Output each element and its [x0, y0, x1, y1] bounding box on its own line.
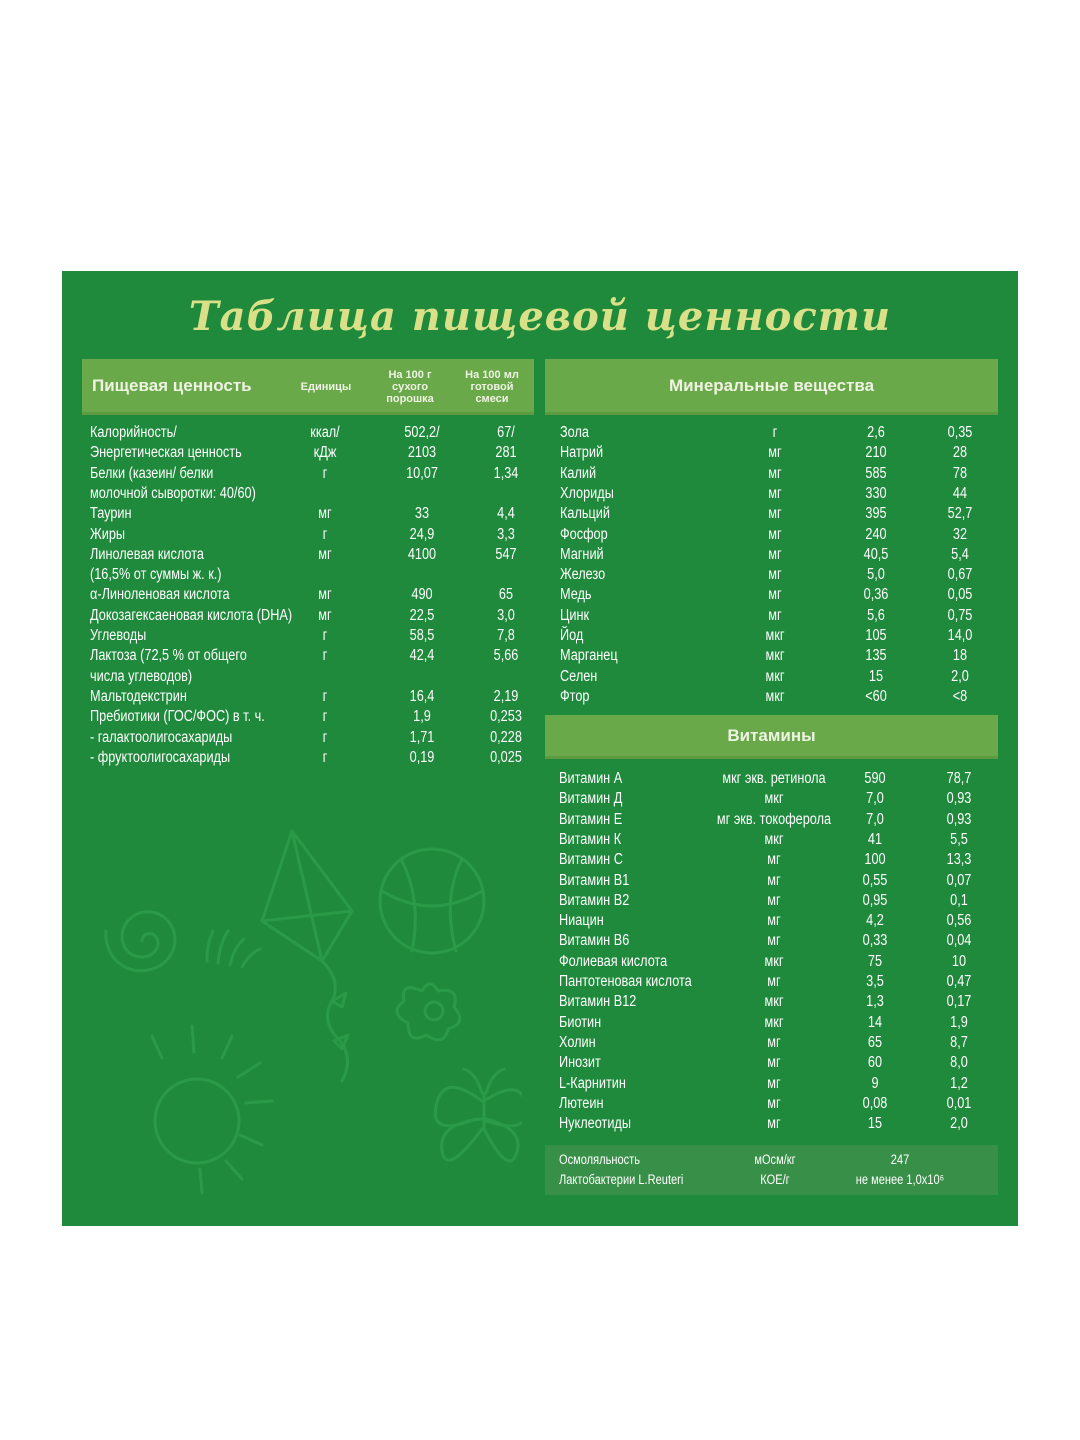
cell-col-3: 44: [952, 484, 968, 502]
cell-col-2: 395: [865, 505, 887, 523]
cell-col-3: 5,4: [951, 545, 969, 563]
cell-col-3: 8,7: [950, 1033, 968, 1051]
cell-col-0: Витамин В6: [559, 932, 630, 950]
cell-col-3: 0,253: [490, 708, 522, 726]
cell-col-1: мг: [767, 1094, 781, 1112]
cell-col-0: Зола: [560, 424, 589, 441]
cell-col-3: 547: [495, 545, 517, 563]
cell-col-3: 0,93: [946, 790, 972, 808]
cell-col-1: ккал/: [310, 424, 340, 441]
cell-col-1: г: [322, 708, 328, 726]
cell-col-1: мкг: [765, 647, 785, 665]
cell-col-2: 58,5: [409, 627, 435, 644]
cell-col-3: 5,5: [950, 830, 968, 848]
cell-col-0: Витамин В1: [559, 871, 630, 889]
cell-col-3: 0,07: [946, 871, 972, 889]
cell-col-0: Жиры: [90, 525, 126, 543]
cell-col-0: Железо: [560, 566, 606, 584]
cell-col-2: 75: [867, 952, 883, 970]
cell-col-0: Лактобактерии L.Reuteri: [559, 1172, 684, 1187]
header-units: Единицы: [300, 381, 352, 393]
cell-col-0: Витамин Е: [559, 810, 623, 828]
cell-col-0: Витамин В12: [559, 993, 637, 1011]
cell-col-2: 105: [865, 627, 887, 644]
cell-col-2: 1,3: [866, 993, 884, 1011]
cell-col-2: 1,71: [409, 728, 435, 746]
cell-col-0: Энергетическая ценность: [90, 444, 242, 462]
cell-col-0: α-Линоленовая кислота: [90, 586, 230, 604]
cell-col-1: кДж: [313, 444, 337, 462]
cell-col-3: 0,1: [950, 891, 968, 909]
cell-col-1: мг: [318, 586, 332, 604]
cell-col-2: 490: [411, 586, 433, 604]
cell-col-3: 78: [952, 464, 968, 482]
decorative-doodles: [82, 801, 522, 1221]
cell-col-0: Магний: [560, 545, 604, 563]
cell-col-0: Белки (казеин/ белки: [90, 464, 214, 482]
cell-col-1: г: [322, 464, 328, 482]
cell-col-2: 210: [865, 444, 887, 462]
cell-col-2: 14: [867, 1013, 883, 1031]
cell-col-3: 0,17: [946, 993, 972, 1011]
cell-col-1: мкг: [764, 830, 784, 848]
cell-col-2: 22,5: [409, 606, 435, 624]
cell-col-2: 135: [865, 647, 887, 665]
cell-col-0: Витамин А: [559, 770, 623, 787]
cell-col-3: 3,3: [497, 525, 515, 543]
cell-col-2: 41: [867, 830, 883, 848]
cell-col-1: мг: [768, 505, 782, 523]
cell-col-3: 0,01: [946, 1094, 972, 1112]
cell-col-0: Кальций: [560, 505, 610, 523]
header-nutrition-value: Пищевая ценность: [92, 376, 252, 395]
flower-icon: [397, 984, 460, 1040]
cell-col-3: 1,34: [493, 464, 519, 482]
nutrition-panel: [62, 271, 1018, 1226]
cell-col-0: Пребиотики (ГОС/ФОС) в т. ч.: [90, 708, 265, 726]
header-per-powder: На 100 г сухого порошка: [386, 369, 434, 405]
cell-col-1: мг: [768, 525, 782, 543]
cell-col-2: 4100: [407, 545, 437, 563]
cell-col-2: 33: [414, 505, 430, 523]
cell-col-2: 4,2: [866, 912, 884, 930]
cell-col-1: мг: [767, 851, 781, 869]
cell-col-2: 240: [865, 525, 887, 543]
cell-col-2: 1,9: [413, 708, 431, 726]
cell-col-2: 0,95: [862, 891, 888, 909]
cell-col-3: 281: [495, 444, 517, 462]
cell-col-0: Селен: [560, 667, 598, 685]
cell-col-1: мкг: [764, 1013, 784, 1031]
cell-col-1: мг: [768, 484, 782, 502]
cell-col-3: 28: [952, 444, 968, 462]
cell-col-3: 5,66: [493, 647, 519, 665]
cell-col-3: 0,67: [947, 566, 973, 584]
cell-col-2: 2103: [407, 444, 437, 462]
cell-col-0: Витамин Д: [559, 790, 623, 808]
cell-col-0: Осмоляльность: [559, 1152, 641, 1167]
cell-col-2: 100: [864, 851, 886, 869]
kite-icon: [262, 831, 352, 1081]
cell-col-0: Лактоза (72,5 % от общего: [90, 647, 247, 665]
cell-col-1: мг: [768, 606, 782, 624]
cell-col-2: 7,0: [866, 790, 884, 808]
cell-col-1: мг: [768, 566, 782, 584]
cell-col-2: 9: [871, 1074, 879, 1092]
spiral-icon: [106, 912, 175, 971]
cell-col-0: Хлориды: [560, 484, 614, 502]
cell-col-2: 15: [867, 1115, 883, 1133]
cell-col-2: 502,2/: [404, 424, 440, 441]
cell-col-1: мкг: [764, 993, 784, 1011]
cell-col-2: 330: [865, 484, 887, 502]
ball-icon: [380, 849, 484, 953]
cell-col-1: мг: [767, 932, 781, 950]
cell-col-3: 8,0: [950, 1054, 968, 1072]
cell-col-1: мкг экв. ретинола: [722, 770, 826, 787]
cell-col-1: г: [322, 627, 328, 644]
cell-col-0: числа углеводов): [90, 667, 193, 685]
cell-col-0: Нуклеотиды: [559, 1115, 631, 1133]
cell-col-3: 0,025: [490, 748, 522, 766]
cell-col-0: Фосфор: [560, 525, 608, 543]
cell-col-1: мг экв. токоферола: [716, 810, 832, 828]
vitamins-header: [545, 715, 998, 759]
cell-col-0: молочной сыворотки: 40/60): [90, 484, 256, 502]
cell-col-0: Холин: [559, 1033, 596, 1051]
cell-col-0: Калорийность/: [90, 424, 177, 441]
cell-col-2: 0,08: [862, 1094, 888, 1112]
extra-table: [545, 1145, 998, 1195]
cell-col-1: мг: [767, 912, 781, 930]
cell-col-0: Витамин К: [559, 830, 622, 848]
cell-col-0: Ниацин: [559, 912, 604, 930]
cell-col-0: - галактоолигосахариды: [90, 728, 233, 746]
cell-col-2: 247: [890, 1152, 910, 1167]
cell-col-1: г: [772, 424, 778, 441]
cell-col-0: Пантотеновая кислота: [559, 973, 692, 990]
cell-col-3: 0,93: [946, 810, 972, 828]
cell-col-0: Таурин: [90, 505, 132, 523]
cell-col-3: 2,19: [493, 687, 519, 705]
cell-col-1: мОсм/кг: [754, 1152, 796, 1167]
cell-col-3: 52,7: [947, 505, 973, 523]
butterfly-icon: [435, 1069, 522, 1161]
cell-col-1: г: [322, 525, 328, 543]
minerals-header: [545, 359, 998, 415]
cell-col-2: 5,0: [867, 566, 885, 584]
cell-col-0: Инозит: [559, 1054, 601, 1072]
minerals-title: Минеральные вещества: [668, 376, 875, 395]
cell-col-2: 0,19: [409, 748, 435, 766]
cell-col-3: 7,8: [497, 627, 515, 644]
cell-col-3: 2,0: [951, 667, 969, 685]
cell-col-3: 0,228: [490, 728, 522, 746]
cell-col-2: 15: [868, 667, 884, 685]
cell-col-1: КОЕ/г: [760, 1172, 790, 1187]
cell-col-3: 0,47: [946, 973, 972, 990]
sun-icon: [152, 1026, 272, 1193]
cell-col-3: 3,0: [497, 606, 515, 624]
cell-col-1: мкг: [765, 627, 785, 644]
cell-col-1: мг: [318, 606, 332, 624]
cell-col-2: 590: [864, 770, 886, 787]
cell-col-2: 2,6: [867, 424, 885, 441]
cell-col-3: 78,7: [946, 770, 972, 787]
cell-col-0: Витамин С: [559, 851, 623, 869]
cell-col-3: 0,05: [947, 586, 973, 604]
cell-col-1: мкг: [765, 687, 785, 705]
cell-col-2: 60: [867, 1054, 883, 1072]
cell-col-0: Натрий: [560, 444, 604, 462]
cell-col-0: Углеводы: [90, 627, 147, 644]
cell-col-0: Мальтодекстрин: [90, 687, 187, 705]
nutrition-table-header: [82, 359, 534, 415]
cell-col-2: 3,5: [866, 973, 884, 990]
cell-col-0: Марганец: [560, 647, 618, 665]
cell-col-3: 1,2: [950, 1074, 968, 1092]
cell-col-2: 0,36: [863, 586, 889, 604]
cell-col-0: Докозагексаеновая кислота (DHA): [90, 606, 293, 624]
cell-col-3: 67/: [497, 424, 515, 441]
cell-col-1: мг: [767, 1115, 781, 1133]
cell-col-3: 13,3: [946, 851, 972, 869]
cell-col-2: 16,4: [409, 687, 435, 705]
cell-col-1: мг: [318, 505, 332, 523]
cell-col-1: г: [322, 728, 328, 746]
cell-col-3: 0,35: [947, 424, 973, 441]
cell-col-2: 10,07: [406, 464, 438, 482]
cell-col-0: Калий: [560, 464, 597, 482]
cell-col-1: мг: [767, 973, 781, 990]
cell-col-0: Линолевая кислота: [90, 545, 204, 563]
cell-col-2: 40,5: [863, 545, 889, 563]
cell-col-3: 65: [498, 586, 514, 604]
grass-icon: [207, 931, 260, 967]
cell-col-0: - фруктоолигосахариды: [90, 748, 231, 766]
cell-col-3: <8: [952, 687, 968, 705]
cell-col-2: 0,33: [862, 932, 888, 950]
cell-col-3: 10: [951, 952, 967, 970]
cell-col-1: г: [322, 647, 328, 665]
cell-col-3: 14,0: [947, 627, 973, 644]
cell-col-0: Витамин В2: [559, 891, 630, 909]
cell-col-2: не менее 1,0x10⁶: [855, 1172, 945, 1187]
cell-col-0: Цинк: [560, 606, 590, 624]
cell-col-2: 5,6: [867, 606, 885, 624]
cell-col-1: мг: [768, 586, 782, 604]
header-per-ready: На 100 мл готовой смеси: [465, 369, 519, 405]
vitamins-title: Витамины: [727, 726, 816, 745]
cell-col-0: L-Карнитин: [559, 1074, 626, 1092]
cell-col-0: Йод: [560, 627, 584, 644]
cell-col-3: 0,04: [946, 932, 972, 950]
cell-col-0: Медь: [560, 586, 592, 604]
cell-col-2: 7,0: [866, 810, 884, 828]
page-title: Таблица пищевой ценности: [188, 293, 892, 340]
cell-col-3: 2,0: [950, 1115, 968, 1133]
cell-col-1: г: [322, 748, 328, 766]
cell-col-3: 4,4: [497, 505, 515, 523]
cell-col-3: 1,9: [950, 1013, 968, 1031]
cell-col-1: мг: [768, 444, 782, 462]
cell-col-3: 0,56: [946, 912, 972, 930]
cell-col-1: мкг: [765, 667, 785, 685]
cell-col-2: 42,4: [409, 647, 435, 665]
cell-col-3: 0,75: [947, 606, 973, 624]
cell-col-1: мг: [767, 891, 781, 909]
cell-col-2: 0,55: [862, 871, 888, 889]
cell-col-1: мг: [768, 545, 782, 563]
cell-col-2: 24,9: [409, 525, 435, 543]
cell-col-1: мг: [767, 1074, 781, 1092]
cell-col-0: Фтор: [560, 687, 590, 705]
cell-col-1: мг: [767, 1054, 781, 1072]
cell-col-1: мкг: [764, 952, 784, 970]
cell-col-1: мг: [767, 871, 781, 889]
cell-col-2: <60: [865, 687, 887, 705]
cell-col-2: 65: [867, 1033, 883, 1051]
cell-col-3: 32: [952, 525, 968, 543]
cell-col-0: (16,5% от суммы ж. к.): [90, 566, 222, 584]
cell-col-2: 585: [865, 464, 887, 482]
cell-col-1: мкг: [764, 790, 784, 808]
cell-col-1: мг: [318, 545, 332, 563]
cell-col-1: г: [322, 687, 328, 705]
cell-col-0: Фолиевая кислота: [559, 952, 668, 970]
cell-col-0: Лютеин: [559, 1094, 604, 1112]
cell-col-1: мг: [767, 1033, 781, 1051]
cell-col-3: 18: [952, 647, 968, 665]
cell-col-0: Биотин: [559, 1013, 602, 1031]
cell-col-1: мг: [768, 464, 782, 482]
